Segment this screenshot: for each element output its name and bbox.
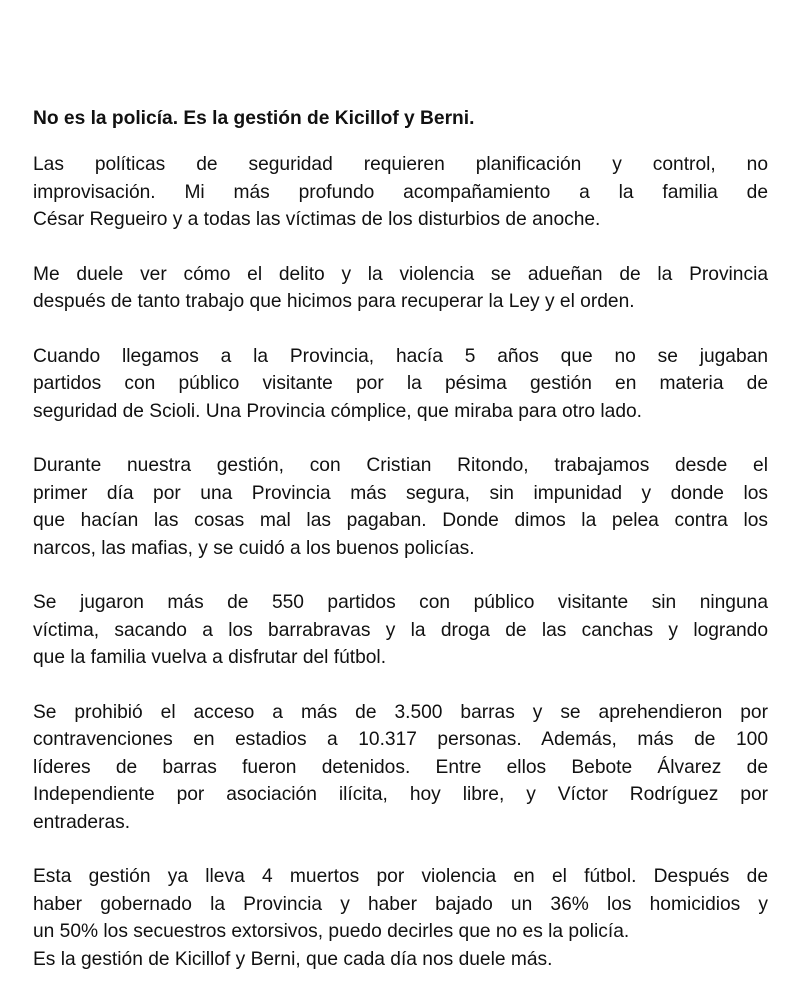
statement-title: No es la policía. Es la gestión de Kicillof y Berni.: [33, 108, 475, 129]
paragraph-line: víctima, sacando a los barrabravas y la droga de las canchas y logrando: [33, 619, 768, 641]
paragraph-line: Me duele ver cómo el delito y la violencia se adueñan de la Provincia: [33, 263, 768, 285]
paragraph-line: contravenciones en estadios a 10.317 personas. Además, más de 100: [33, 729, 768, 750]
paragraph-line: improvisación. Mi más profundo acompañamiento a la familia de: [33, 181, 768, 203]
paragraph-line: Esta gestión ya lleva 4 muertos por violencia en el fútbol. Después de: [33, 866, 768, 887]
statement-document: [33, 104, 768, 1000]
paragraph-line: Independiente por asociación ilícita, hoy libre, y Víctor Rodríguez por: [33, 784, 768, 805]
paragraph-2: [33, 261, 768, 316]
paragraph-line: después de tanto trabajo que hicimos para recuperar la Ley y el orden.: [33, 291, 635, 312]
paragraph-line: Se jugaron más de 550 partidos con público visitante sin ninguna: [33, 592, 768, 613]
paragraph-1: [33, 151, 768, 234]
paragraph-line: narcos, las mafias, y se cuidó a los buenos policías.: [33, 537, 475, 559]
paragraph-line: líderes de barras fueron detenidos. Entre ellos Bebote Álvarez de: [33, 756, 768, 778]
paragraph-line: Es la gestión de Kicillof y Berni, que cada día nos duele más.: [33, 948, 553, 970]
paragraph-line: César Regueiro y a todas las víctimas de los disturbios de anoche.: [33, 209, 601, 230]
paragraph-line: que hacían las cosas mal las pagaban. Donde dimos la pelea contra los: [33, 510, 768, 531]
paragraph-3: [33, 343, 768, 426]
paragraph-4: [33, 452, 768, 562]
paragraph-line: partidos con público visitante por la pésima gestión en materia de: [33, 373, 768, 394]
paragraph-5: [33, 589, 768, 672]
paragraph-line: primer día por una Provincia más segura, sin impunidad y donde los: [33, 482, 768, 504]
paragraph-line: Durante nuestra gestión, con Cristian Ritondo, trabajamos desde el: [33, 455, 768, 476]
paragraph-6: [33, 699, 768, 837]
paragraph-line: que la familia vuelva a disfrutar del fútbol.: [33, 647, 387, 668]
paragraph-line: Cuando llegamos a la Provincia, hacía 5 años que no se jugaban: [33, 345, 768, 367]
paragraph-line: haber gobernado la Provincia y haber bajado un 36% los homicidios y: [33, 893, 768, 915]
paragraph-line: Se prohibió el acceso a más de 3.500 barras y se aprehendieron por: [33, 701, 768, 723]
paragraph-line: un 50% los secuestros extorsivos, puedo decirles que no es la policía.: [33, 921, 630, 942]
paragraph-line: Las políticas de seguridad requieren planificación y control, no: [33, 154, 768, 175]
paragraph-line: seguridad de Scioli. Una Provincia cómplice, que miraba para otro lado.: [33, 400, 642, 422]
paragraph-7: [33, 863, 768, 973]
paragraph-line: entraderas.: [33, 811, 131, 833]
